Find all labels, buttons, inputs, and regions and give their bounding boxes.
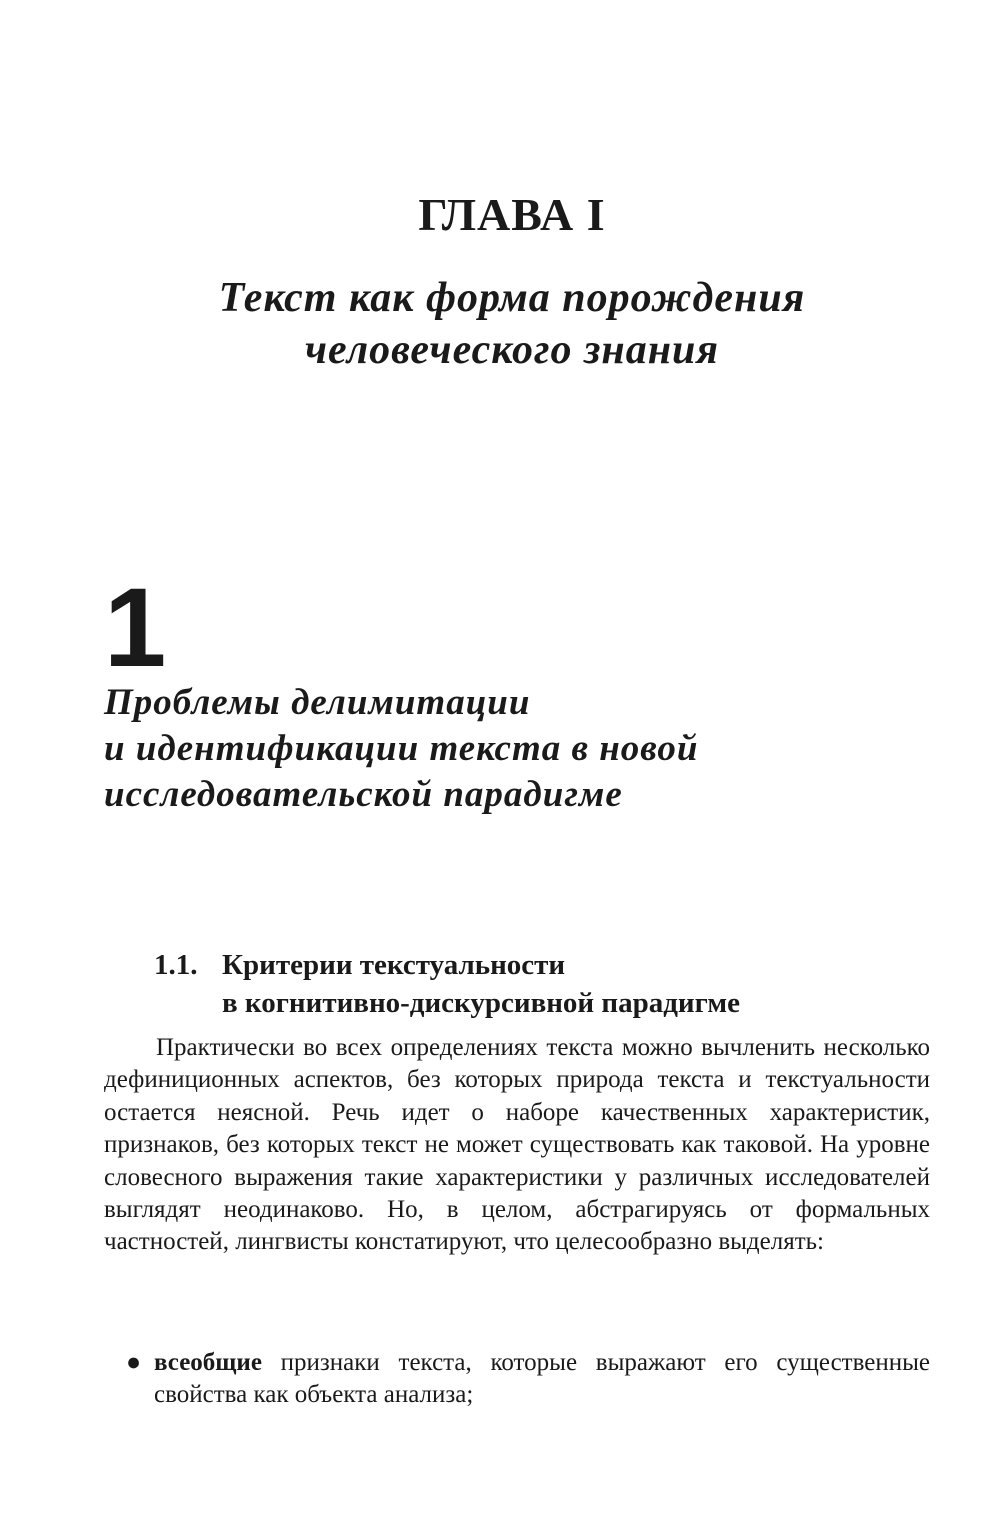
chapter-title [0,272,1000,376]
chapter-title-line-2: человеческого знания [304,327,720,373]
section-title-line-1: Проблемы делимитации [104,682,531,723]
section-title-line-3: исследовательской парадигме [104,774,623,815]
chapter-title-line-1: Текст как форма порождения [218,275,806,321]
section-title-line-2: и идентификации текста в новой [104,728,699,769]
section-title [104,680,924,818]
body-text [104,1032,930,1259]
body-paragraph: Практически во всех определениях текста можно вычленить несколько дефиниционных аспектов, без которых природа текста и текстуальности остается неясной. Речь идет о наборе качественных характеристик, признаков, без которых текст не может существовать как таковой. На уровне словесного выражения такие характеристики у различных исследователей выглядят неодинаково. Но, в целом, абстрагируясь от формальных частностей, лингвисты констатируют, что целесообразно выделять: [104,1034,930,1256]
bullet-term: всеобщие [154,1349,262,1376]
chapter-label: ГЛАВА I [418,189,606,240]
list-item [104,1347,930,1412]
bullet-icon: ● [126,1349,142,1376]
bullet-text: признаки текста, которые выражают его существенные свойства как объекта анализа; [154,1349,930,1409]
subsection-title-line-2: в когнитивно-дискурсивной парадигме [222,987,741,1019]
subsection-number: 1.1. [154,949,198,981]
bullet-list [104,1347,930,1412]
subsection-heading [154,946,934,1022]
subsection-heading-line-1 [154,946,934,984]
subsection-title-line-1: Критерии текстуальности [222,949,566,981]
section-number: 1 [104,565,167,690]
